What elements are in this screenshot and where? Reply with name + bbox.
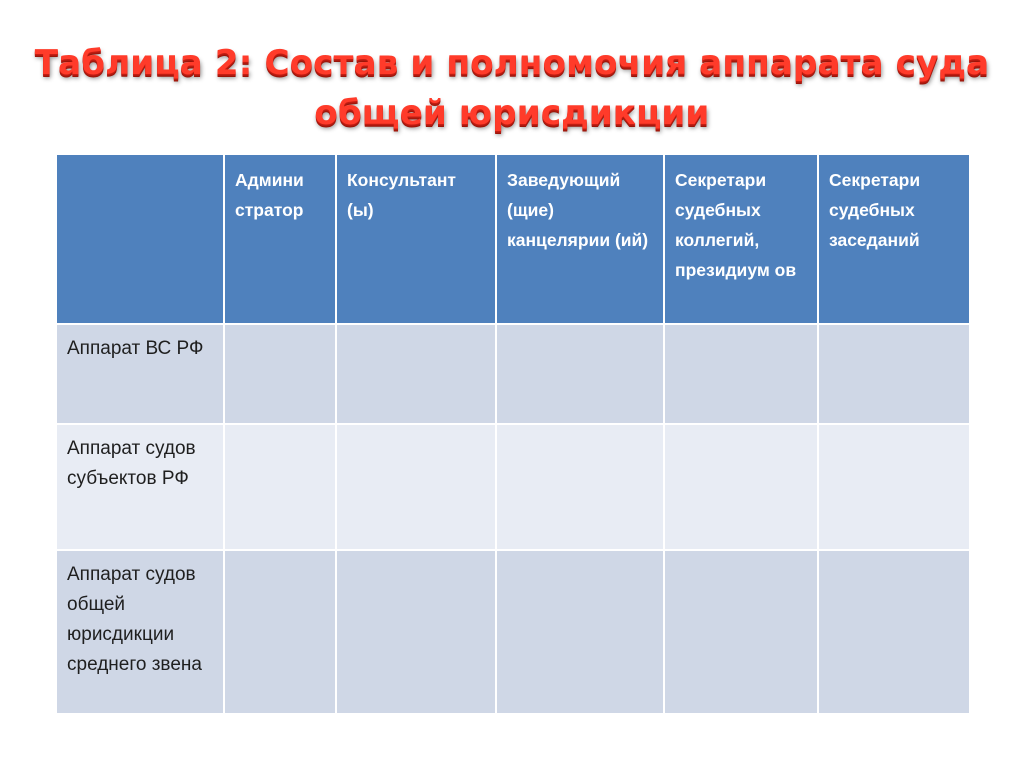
- header-label: Заведующий (щие) канцелярии (ий): [507, 170, 649, 250]
- table-cell: [496, 324, 664, 424]
- header-cell-session-secretaries: [818, 154, 970, 324]
- table-row: [56, 550, 970, 714]
- table-row: [56, 424, 970, 550]
- row-label: Аппарат ВС РФ: [67, 338, 204, 359]
- table-cell: [664, 424, 818, 550]
- table-cell: [336, 324, 496, 424]
- table-cell: [496, 424, 664, 550]
- slide-title: [0, 38, 1024, 138]
- table-row: [56, 324, 970, 424]
- header-cell-corner: [56, 154, 224, 324]
- header-cell-administrator: [224, 154, 336, 324]
- title-line-2: общей юрисдикции: [314, 93, 710, 133]
- header-cell-board-secretaries: [664, 154, 818, 324]
- table-cell: [336, 424, 496, 550]
- table-cell: [818, 550, 970, 714]
- header-label: Консультант (ы): [347, 170, 456, 220]
- table-cell: [224, 324, 336, 424]
- header-cell-office-heads: [496, 154, 664, 324]
- row-label: Аппарат судов субъектов РФ: [67, 438, 196, 489]
- header-label: Секретари судебных заседаний: [829, 170, 921, 250]
- row-label: Аппарат судов общей юрисдикции среднего звена: [67, 564, 202, 675]
- row-label-cell: [56, 324, 224, 424]
- table-cell: [664, 550, 818, 714]
- table-cell: [664, 324, 818, 424]
- staff-table: [55, 153, 971, 715]
- header-label: Админи стратор: [235, 170, 304, 220]
- header-label: Секретари судебных коллегий, президиум ов: [675, 170, 797, 280]
- table-cell: [818, 324, 970, 424]
- row-label-cell: [56, 550, 224, 714]
- row-label-cell: [56, 424, 224, 550]
- table-cell: [224, 424, 336, 550]
- table-cell: [224, 550, 336, 714]
- table-header-row: [56, 154, 970, 324]
- header-cell-consultants: [336, 154, 496, 324]
- table-cell: [336, 550, 496, 714]
- title-line-1: Таблица 2: Состав и полномочия аппарата суда: [34, 43, 990, 83]
- table-cell: [496, 550, 664, 714]
- table-cell: [818, 424, 970, 550]
